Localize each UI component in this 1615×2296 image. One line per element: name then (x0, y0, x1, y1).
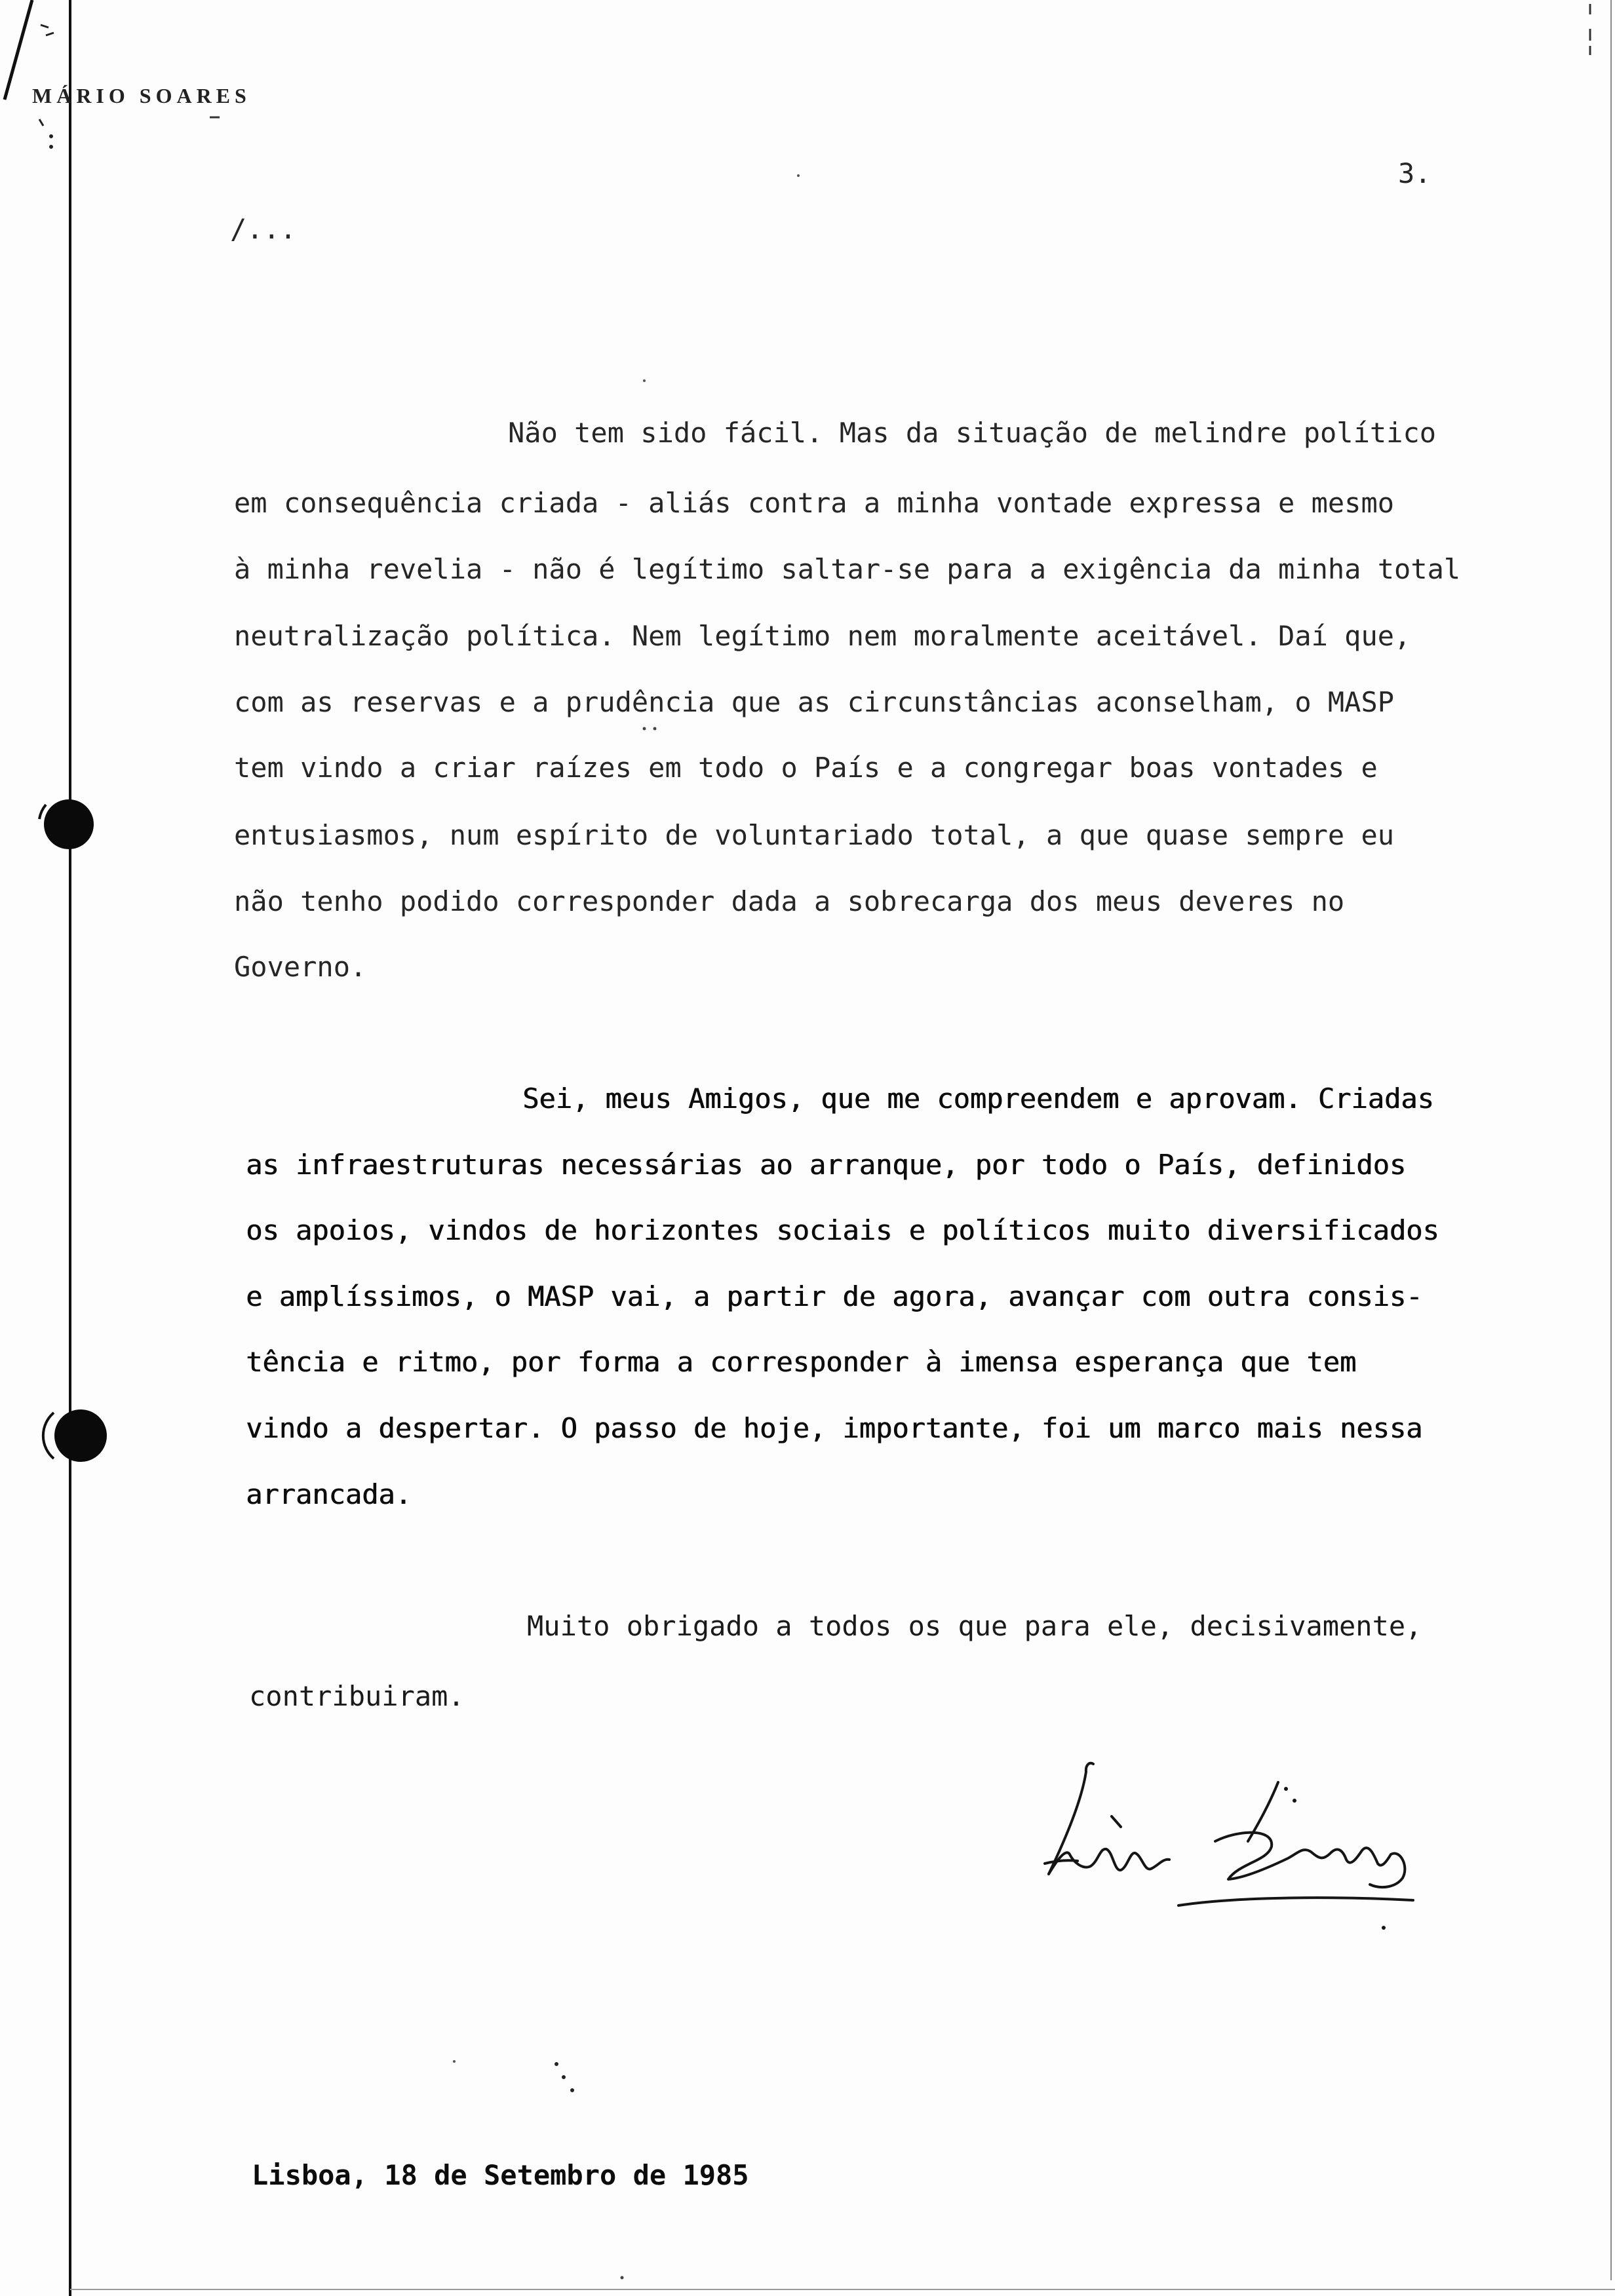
body-text-line: arrancada. (246, 1478, 412, 1510)
punch-hole (54, 1409, 107, 1462)
date-line: Lisboa, 18 de Setembro de 1985 (252, 2159, 749, 2191)
speck (562, 2075, 566, 2079)
speck (453, 2060, 456, 2063)
body-text-line: em consequência criada - aliás contra a minha vontade expressa e mesmo (234, 487, 1395, 519)
speck (49, 145, 53, 149)
signature-stroke (1045, 1860, 1078, 1864)
body-text-line: contribuiram. (249, 1680, 465, 1712)
signature-stroke (1215, 1833, 1405, 1887)
page-number: 3. (1398, 157, 1431, 189)
body-text-line: e amplíssimos, o MASP vai, a partir de agora, avançar com outra consis- (246, 1280, 1423, 1312)
signature-dot (1382, 1926, 1386, 1930)
punch-hole (44, 799, 94, 849)
signature-dot (1284, 1787, 1288, 1791)
body-text-line: à minha revelia - não é legítimo saltar-se para a exigência da minha total (234, 553, 1461, 585)
body-text-line: entusiasmos, num espírito de voluntariado total, a que quase sempre eu (234, 819, 1395, 851)
speck (555, 2062, 558, 2066)
signature-stroke (1112, 1816, 1121, 1827)
body-text-line: neutralização política. Nem legítimo nem moralmente aceitável. Daí que, (234, 620, 1411, 652)
body-text-line: com as reservas e a prudência que as circunstâncias aconselham, o MASP (234, 686, 1395, 718)
body-text-line: os apoios, vindos de horizontes sociais e políticos muito diversificados (246, 1214, 1439, 1246)
speck (653, 727, 657, 731)
signature-dot (1293, 1799, 1296, 1803)
body-text-line: Não tem sido fácil. Mas da situação de melindre político (508, 417, 1437, 449)
continuation-mark: /... (230, 213, 297, 245)
body-text-line: as infraestruturas necessárias ao arranque, por todo o País, definidos (246, 1149, 1407, 1181)
punch-hole-ring (39, 805, 46, 819)
body-text-line: tência e ritmo, por forma a corresponder à imensa esperança que tem (246, 1346, 1357, 1378)
speck (570, 2088, 574, 2092)
body-text-line: Muito obrigado a todos os que para ele, decisivamente, (527, 1610, 1422, 1642)
body-text-line: Sei, meus Amigos, que me compreendem e aprovam. Criadas (522, 1082, 1434, 1115)
body-text-line: tem vindo a criar raízes em todo o País e a congregar boas vontades e (234, 752, 1378, 784)
speck (49, 134, 53, 138)
punch-hole-ring (43, 1413, 54, 1459)
corner-tick-mark (39, 25, 54, 126)
letterhead-name: MÁRIO SOARES (32, 84, 251, 107)
signature-underline (1178, 1898, 1413, 1905)
body-text-line: vindo a despertar. O passo de hoje, importante, foi um marco mais nessa (246, 1412, 1423, 1444)
body-text-line: Governo. (234, 951, 367, 983)
signature (1022, 1756, 1429, 1940)
speck (643, 379, 646, 382)
speck (621, 2276, 624, 2280)
speck (797, 174, 800, 177)
body-text-line: não tenho podido corresponder dada a sobrecarga dos meus deveres no (234, 885, 1345, 917)
corner-slash-mark (5, 0, 32, 100)
speck (643, 727, 646, 731)
